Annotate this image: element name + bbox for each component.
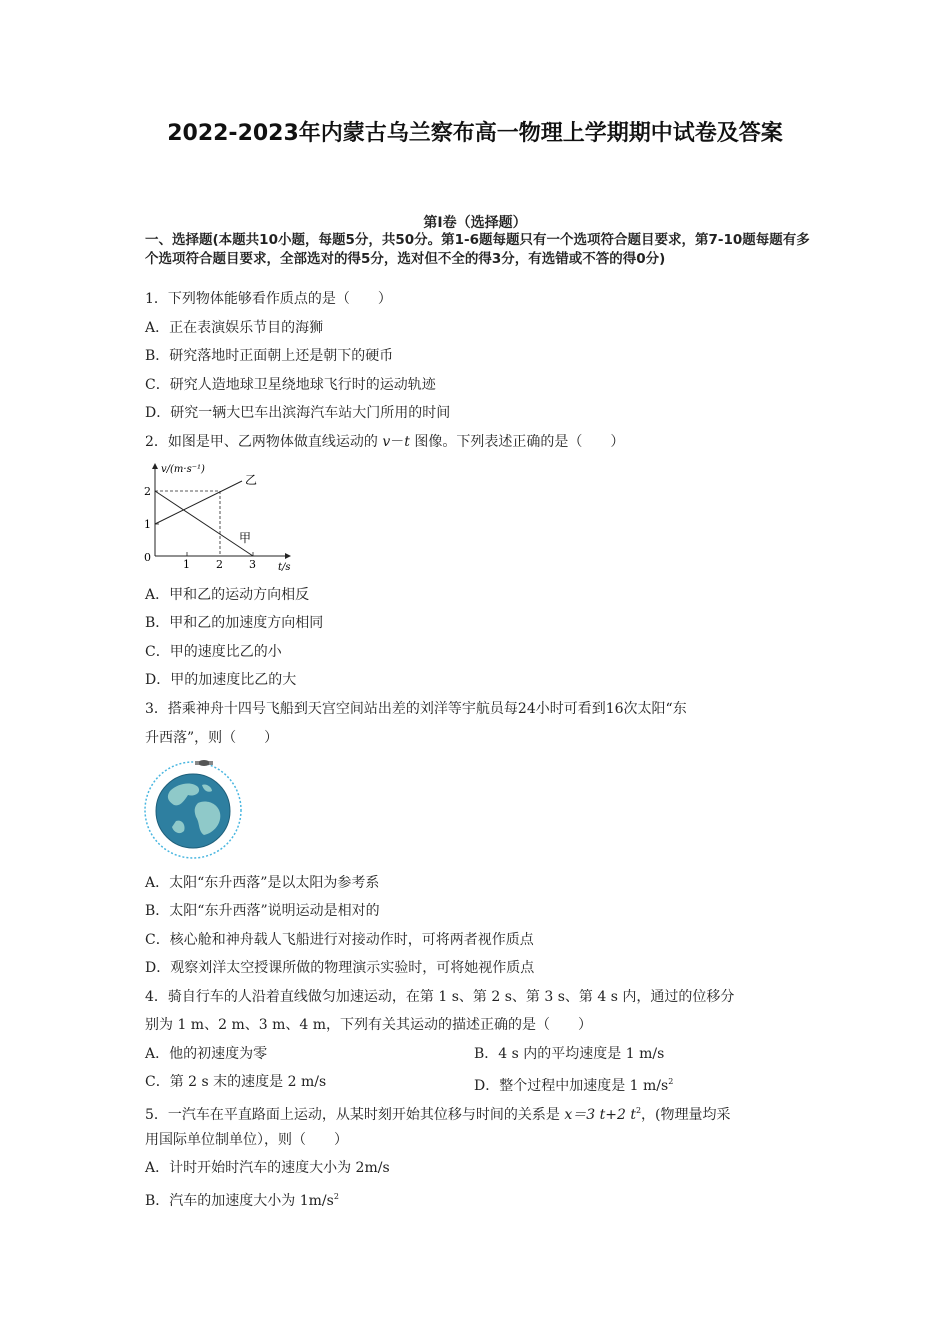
q5-option-a: A．计时开始时汽车的速度大小为 2m/s	[145, 1160, 390, 1176]
vt-graph	[140, 460, 300, 575]
q1-option-a: A．正在表演娱乐节目的海狮	[145, 320, 324, 336]
graph-ylabel: v/(m·s⁻¹)	[161, 464, 205, 475]
series-label-jia: 甲	[239, 531, 252, 545]
q2-option-b: B．甲和乙的加速度方向相同	[145, 615, 324, 631]
q1-option-c: C．研究人造地球卫星绕地球飞行时的运动轨迹	[145, 377, 436, 393]
q1-stem: 1．下列物体能够看作质点的是（ ）	[145, 291, 392, 307]
q5-stem-line2: 用国际单位制单位），则（ ）	[145, 1132, 348, 1148]
series-label-yi: 乙	[245, 473, 258, 487]
xtick-label: 1	[183, 558, 190, 571]
page-title: 2022-2023年内蒙古乌兰察布高一物理上学期期中试卷及答案	[167, 121, 783, 146]
q2-option-a: A．甲和乙的运动方向相反	[145, 587, 310, 603]
q4-stem-line1: 4．骑自行车的人沿着直线做匀加速运动，在第 1 s、第 2 s、第 3 s、第 4 s 内，通过的位移分	[145, 989, 735, 1005]
q3-option-b: B．太阳“东升西落”说明运动是相对的	[145, 903, 380, 919]
q5-stem-line1: 5．一汽车在平直路面上运动，从某时刻开始其位移与时间的关系是 x＝3 t+2 $t^2$，(物理量均采	[145, 1106, 731, 1123]
q3-option-c: C．核心舱和神舟载人飞船进行对接动作时，可将两者视作质点	[145, 932, 534, 948]
q2-option-c: C．甲的速度比乙的小	[145, 644, 282, 660]
q4-option-c: C．第 2 s 末的速度是 2 m/s	[145, 1074, 327, 1090]
q2-option-d: D．甲的加速度比乙的大	[145, 672, 297, 688]
graph-xlabel: t/s	[278, 562, 291, 573]
earth-orbit-figure	[140, 755, 250, 865]
q1-option-b: B．研究落地时正面朝上还是朝下的硬币	[145, 348, 394, 364]
graph-origin: 0	[144, 551, 151, 564]
section-title: 第Ⅰ卷（选择题）	[423, 215, 527, 231]
spacecraft-icon	[198, 760, 210, 766]
q3-option-d: D．观察刘洋太空授课所做的物理演示实验时，可将她视作质点	[145, 960, 535, 976]
section-instructions: 一、选择题(本题共10小题，每题5分，共50分。第1-6题每题只有一个选项符合题目要求，第7-10题每题有多个选项符合题目要求，全部选对的得5分，选对但不全的得3分，有选错或不答的得0分)	[145, 232, 810, 267]
q4-option-d: D．整个过程中加速度是 1 $m/s^2$	[474, 1077, 674, 1094]
ytick-label: 2	[144, 485, 151, 498]
series-line-jia	[155, 491, 253, 556]
q3-stem-line2: 升西落”，则（ ）	[145, 730, 279, 746]
q5-option-b: B．汽车的加速度大小为 $1m/s^2$	[145, 1192, 339, 1209]
q1-option-d: D．研究一辆大巴车出滨海汽车站大门所用的时间	[145, 405, 451, 421]
q4-option-a: A．他的初速度为零	[145, 1046, 268, 1062]
xtick-label: 2	[216, 558, 223, 571]
x-axis-arrow	[285, 553, 291, 559]
series-line-yi	[155, 481, 242, 524]
q3-option-a: A．太阳“东升西落”是以太阳为参考系	[145, 875, 380, 891]
y-axis-arrow	[152, 463, 158, 469]
xtick-label: 3	[249, 558, 256, 571]
q4-stem-line2: 别为 1 m、2 m、3 m、4 m，下列有关其运动的描述正确的是（ ）	[145, 1017, 592, 1033]
q4-option-b: B．4 s 内的平均速度是 1 m/s	[474, 1046, 665, 1062]
ytick-label: 1	[144, 518, 151, 531]
q2-stem: 2．如图是甲、乙两物体做直线运动的 v－t 图像。下列表述正确的是（ ）	[145, 434, 625, 450]
q3-stem-line1: 3．搭乘神舟十四号飞船到天宫空间站出差的刘洋等宇航员每24小时可看到16次太阳“东	[145, 701, 687, 717]
